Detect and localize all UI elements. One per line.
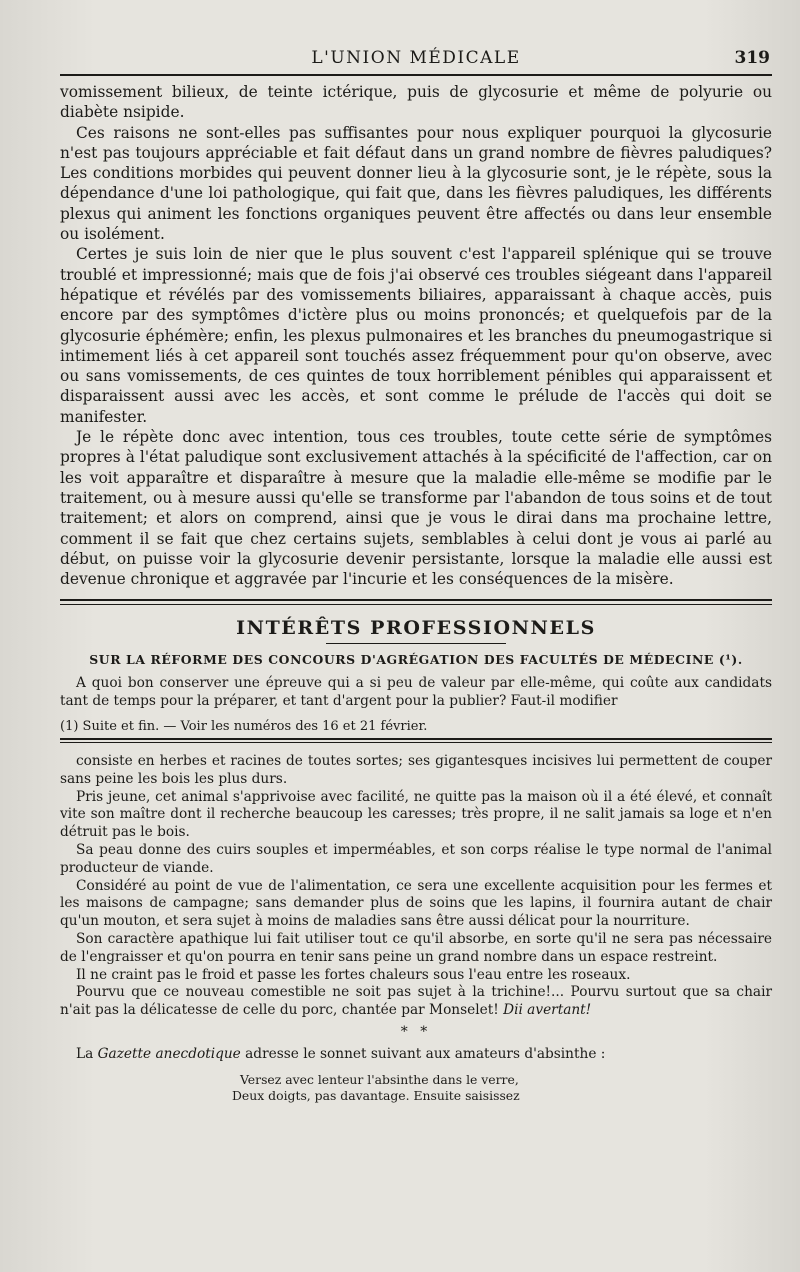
gazette-name: Gazette anecdotique: [97, 1045, 241, 1062]
paragraph: vomissement bilieux, de teinte ictérique, puis de glycosurie et même de polyurie ou diabète nsipide.: [60, 83, 772, 122]
gazette-label: La: [76, 1045, 94, 1062]
gazette-intro: [60, 1046, 772, 1064]
paragraph: Il ne craint pas le froid et passe les fortes chaleurs sous l'eau entre les roseaux.: [76, 966, 631, 983]
section-subtitle: SUR LA RÉFORME DES CONCOURS D'AGRÉGATION DES FACULTÉS DE MÉDECINE (¹).: [89, 652, 743, 668]
section-divider: [60, 599, 772, 605]
paragraph: Sa peau donne des cuirs souples et imperméables, et son corps réalise le type normal de l'animal producteur de viande.: [60, 842, 772, 876]
section-title: INTÉRÊTS PROFESSIONNELS: [236, 617, 596, 640]
paragraph: Je le répète donc avec intention, tous ces troubles, toute cette série de symptômes propres à l'état paludique sont exclusivement attachés à la spécificité de l'affection, car on les voit apparaître et disparaître à mesure que la maladie elle-même se modifie par le traitement, ou à mesure aussi qu'elle se transforme par l'abandon de tous soins et de tout traitement; et alors on comprend, ainsi que je vous le dirai dans ma prochaine lettre, comment il se fait que chez certains sujets, semblables à celui dont je vous ai parlé au début, on puisse voir la glycosurie devenir persistante, lorsque la maladie elle aussi est devenue chronique et aggravée par l'incurie et les conséquences de la misère.: [60, 428, 772, 589]
paragraph: Considéré au point de vue de l'alimentation, ce sera une excellente acquisition pour les fermes et les maisons de campagne; sans demander plus de soins que les lapins, il fournira autant de chair qu'un mouton, et sera sujet à moins de maladies sans être aussi délicat pour la nourriture.: [60, 877, 772, 930]
paragraph: [60, 1046, 772, 1064]
page-header: [60, 44, 772, 70]
paragraph: Pris jeune, cet animal s'apprivoise avec facilité, ne quitte pas la maison où il a été élevé, et connaît vite son maître dont il recherche beaucoup les caresses; très propre, il ne salit jamais sa loge et n'en détruit pas le bois.: [60, 788, 772, 841]
journal-title: L'UNION MÉDICALE: [311, 48, 521, 68]
poem-line: Deux doigts, pas davantage. Ensuite saisissez: [232, 1087, 520, 1103]
paragraph: Son caractère apathique lui fait utiliser tout ce qu'il absorbe, en sorte qu'il ne sera pas nécessaire de l'engraisser et qu'on pourra en tenir sans peine un grand nombre dans un espace restreint.: [60, 930, 772, 965]
gazette-rest: adresse le sonnet suivant aux amateurs d'absinthe :: [245, 1045, 606, 1062]
title-underline: [326, 643, 506, 644]
sonnet: [232, 1071, 772, 1104]
asterism: * *: [400, 1023, 432, 1040]
header-rule: [60, 74, 772, 76]
poem-line: Versez avec lenteur l'absinthe dans le verre,: [240, 1071, 519, 1087]
footnote: (1) Suite et fin. — Voir les numéros des 16 et 21 février.: [60, 719, 428, 735]
feuilleton-body: [60, 753, 772, 1020]
article-continuation: [60, 82, 772, 589]
italic-phrase: Dii avertant!: [503, 1002, 592, 1019]
paragraph: [60, 984, 772, 1020]
paragraph: consiste en herbes et racines de toutes sortes; ses gigantesques incisives lui permettent de couper sans peine les bois les plus durs.: [60, 753, 772, 787]
paragraph-text: Pourvu que ce nouveau comestible ne soit pas sujet à la trichine!... Pourvu surtout que sa chair n'ait pas la délicatesse de celle du porc, chantée par Monselet!: [60, 984, 772, 1019]
page-number: 319: [734, 48, 770, 68]
paragraph: A quoi bon conserver une épreuve qui a si peu de valeur par elle-même, qui coûte aux candidats tant de temps pour la préparer, et tant d'argent pour la publier? Faut-il modifier: [60, 675, 772, 710]
paragraph: Ces raisons ne sont-elles pas suffisantes pour nous expliquer pourquoi la glycosurie n'est pas toujours appréciable et fait défaut dans un grand nombre de fièvres paludiques? Les conditions morbides qui peuvent donner lieu à la glycosurie sont, je le répète, sous la dépendance d'une loi pathologique, qui fait que, dans les fièvres paludiques, les différents plexus qui animent les fonctions organiques peuvent être affectés ou dans leur ensemble ou isolément.: [60, 123, 772, 244]
feuilleton-divider: [60, 738, 772, 743]
paragraph: Certes je suis loin de nier que le plus souvent c'est l'appareil splénique qui se trouve troublé et impressionné; mais que de fois j'ai observé ces troubles siégeant dans l'appareil hépatique et révélés par des vomissements biliaires, apparaissant à chaque accès, puis encore par des symptômes d'ictère plus ou moins prononcés; et quelquefois par de la glycosurie éphémère; enfin, les plexus pulmonaires et les branches du pneumogastrique si intimement liés à cet appareil sont touchés assez fréquemment pour qu'on observe, avec ou sans vomissements, de ces quintes de toux horriblement pénibles qui apparaissent et disparaissent aussi avec les accès, et sont comme le prélude de l'accès qui doit se manifester.: [60, 245, 772, 426]
section-body: [60, 675, 772, 711]
